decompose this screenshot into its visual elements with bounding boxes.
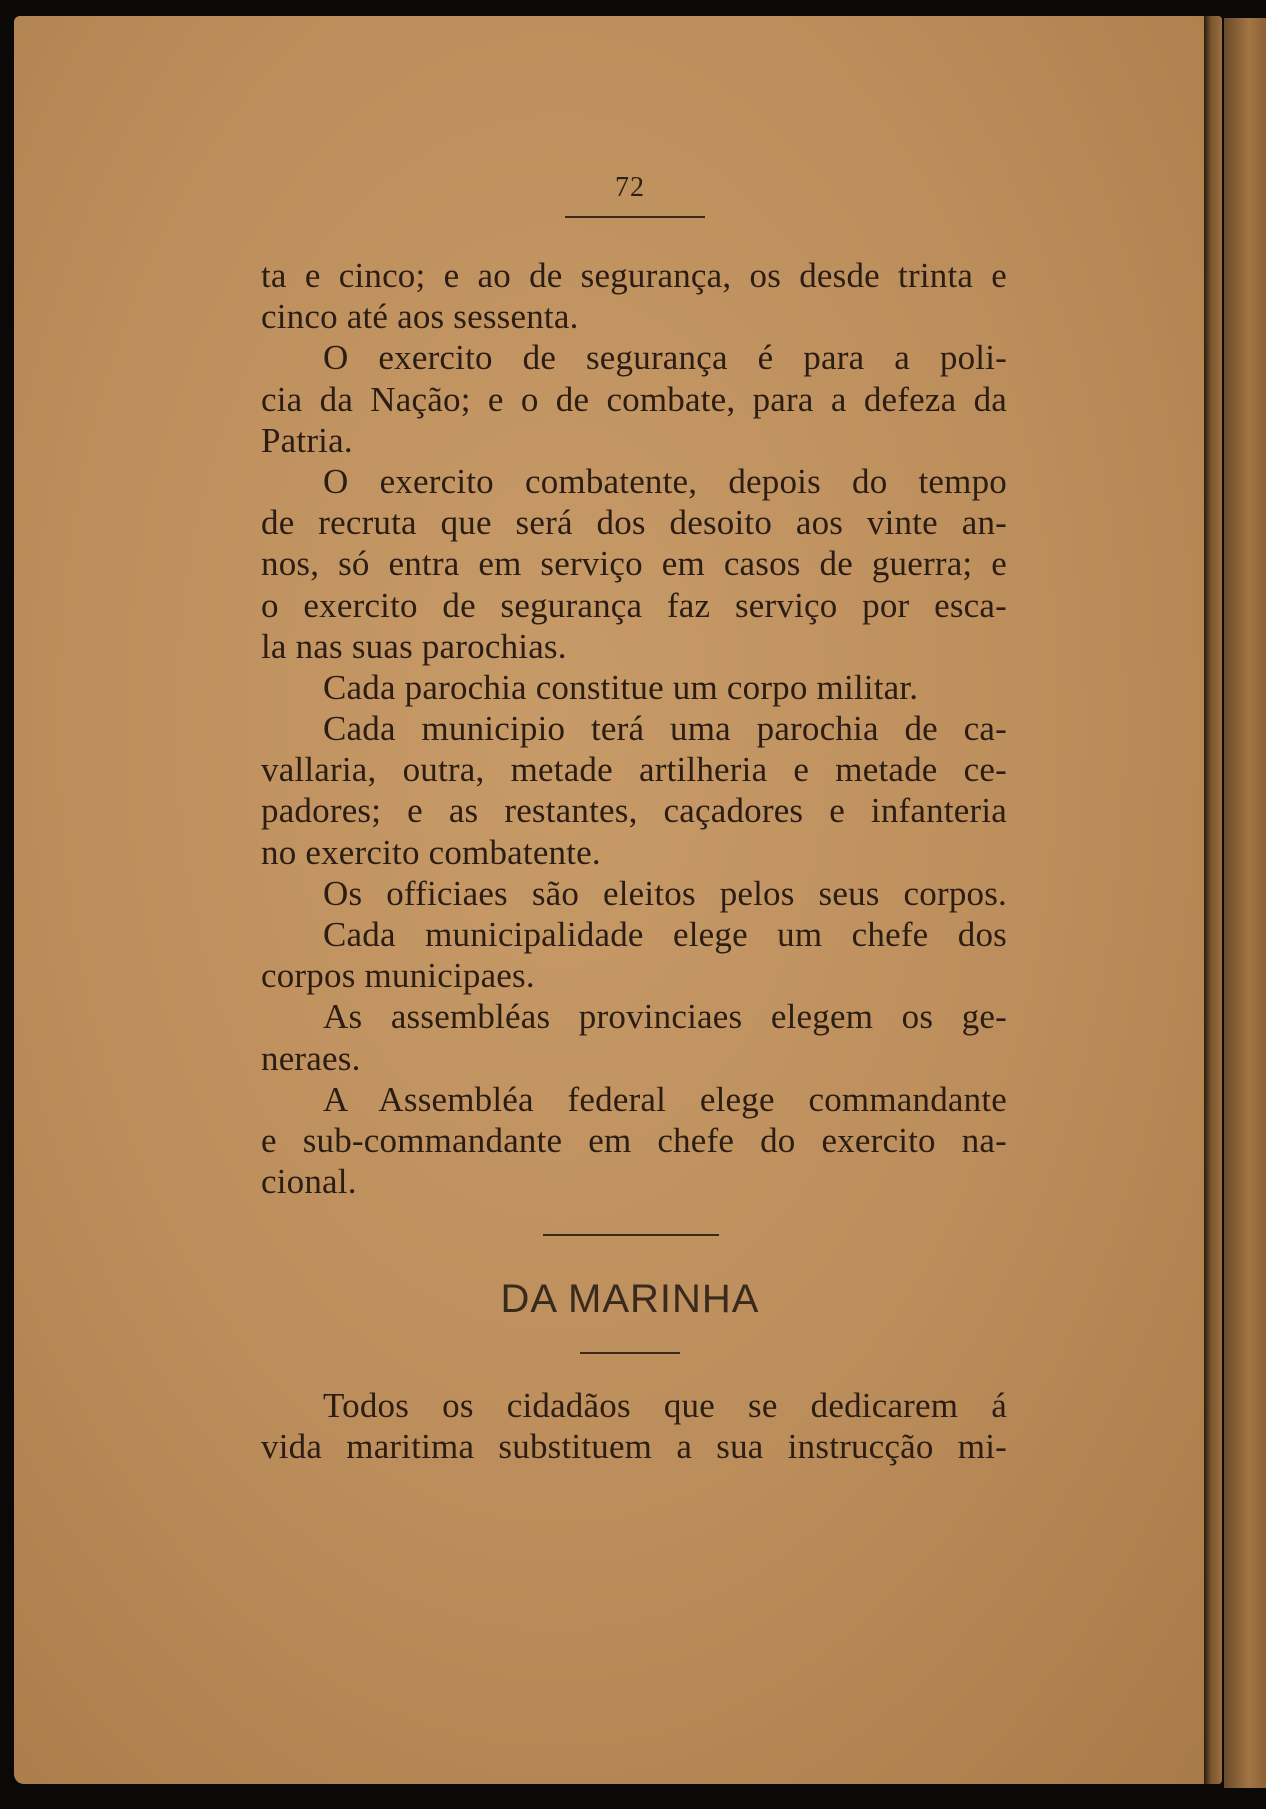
text-line: corpos municipaes. xyxy=(261,956,535,996)
text-line: vida maritima substituem a sua instrucção mi- xyxy=(261,1427,1007,1467)
text-line: A Assembléa federal elege commandante xyxy=(323,1079,1007,1119)
text-line: cional. xyxy=(261,1162,357,1202)
page-number: 72 xyxy=(615,172,645,203)
text-line: cinco até aos sessenta. xyxy=(261,297,579,337)
section-text xyxy=(261,1385,1007,1467)
text-line: la nas suas parochias. xyxy=(261,626,567,666)
text-line: ta e cinco; e ao de segurança, os desde trinta e xyxy=(261,256,1007,295)
text-line: o exercito de segurança faz serviço por esca- xyxy=(261,585,1007,625)
text-line: nos, só entra em serviço em casos de guerra; e xyxy=(261,544,1007,584)
text-line: cia da Nação; e o de combate, para a defeza da xyxy=(261,379,1007,419)
page-gutter xyxy=(1204,16,1222,1784)
text-line: Cada parochia constitue um corpo militar. xyxy=(323,667,919,707)
text-line: O exercito de segurança é para a poli- xyxy=(323,338,1007,378)
text-line: O exercito combatente, depois do tempo xyxy=(323,461,1007,501)
body-text xyxy=(261,255,1007,1202)
text-line: Os officiaes são eleitos pelos seus corpos. xyxy=(323,873,1007,913)
text-line: As assembléas provinciaes elegem os ge- xyxy=(323,997,1007,1037)
text-line: Cada municipio terá uma parochia de ca- xyxy=(323,709,1007,749)
text-line: Todos os cidadãos que se dedicarem á xyxy=(323,1386,1007,1425)
header-rule xyxy=(565,216,705,218)
text-line: neraes. xyxy=(261,1038,361,1078)
section-divider xyxy=(543,1234,719,1236)
text-line: Cada municipalidade elege um chefe dos xyxy=(323,915,1007,954)
facing-page-edge xyxy=(1224,18,1266,1788)
text-line: padores; e as restantes, caçadores e infanteria xyxy=(261,791,1007,831)
text-line: e sub-commandante em chefe do exercito na- xyxy=(261,1120,1007,1160)
text-line: vallaria, outra, metade artilheria e metade ce- xyxy=(261,750,1007,790)
heading-underline xyxy=(580,1352,680,1354)
text-line: Patria. xyxy=(261,420,353,460)
section-heading: DA MARINHA xyxy=(500,1277,760,1321)
text-line: de recruta que será dos desoito aos vinte an- xyxy=(261,503,1007,543)
text-line: no exercito combatente. xyxy=(261,832,601,872)
